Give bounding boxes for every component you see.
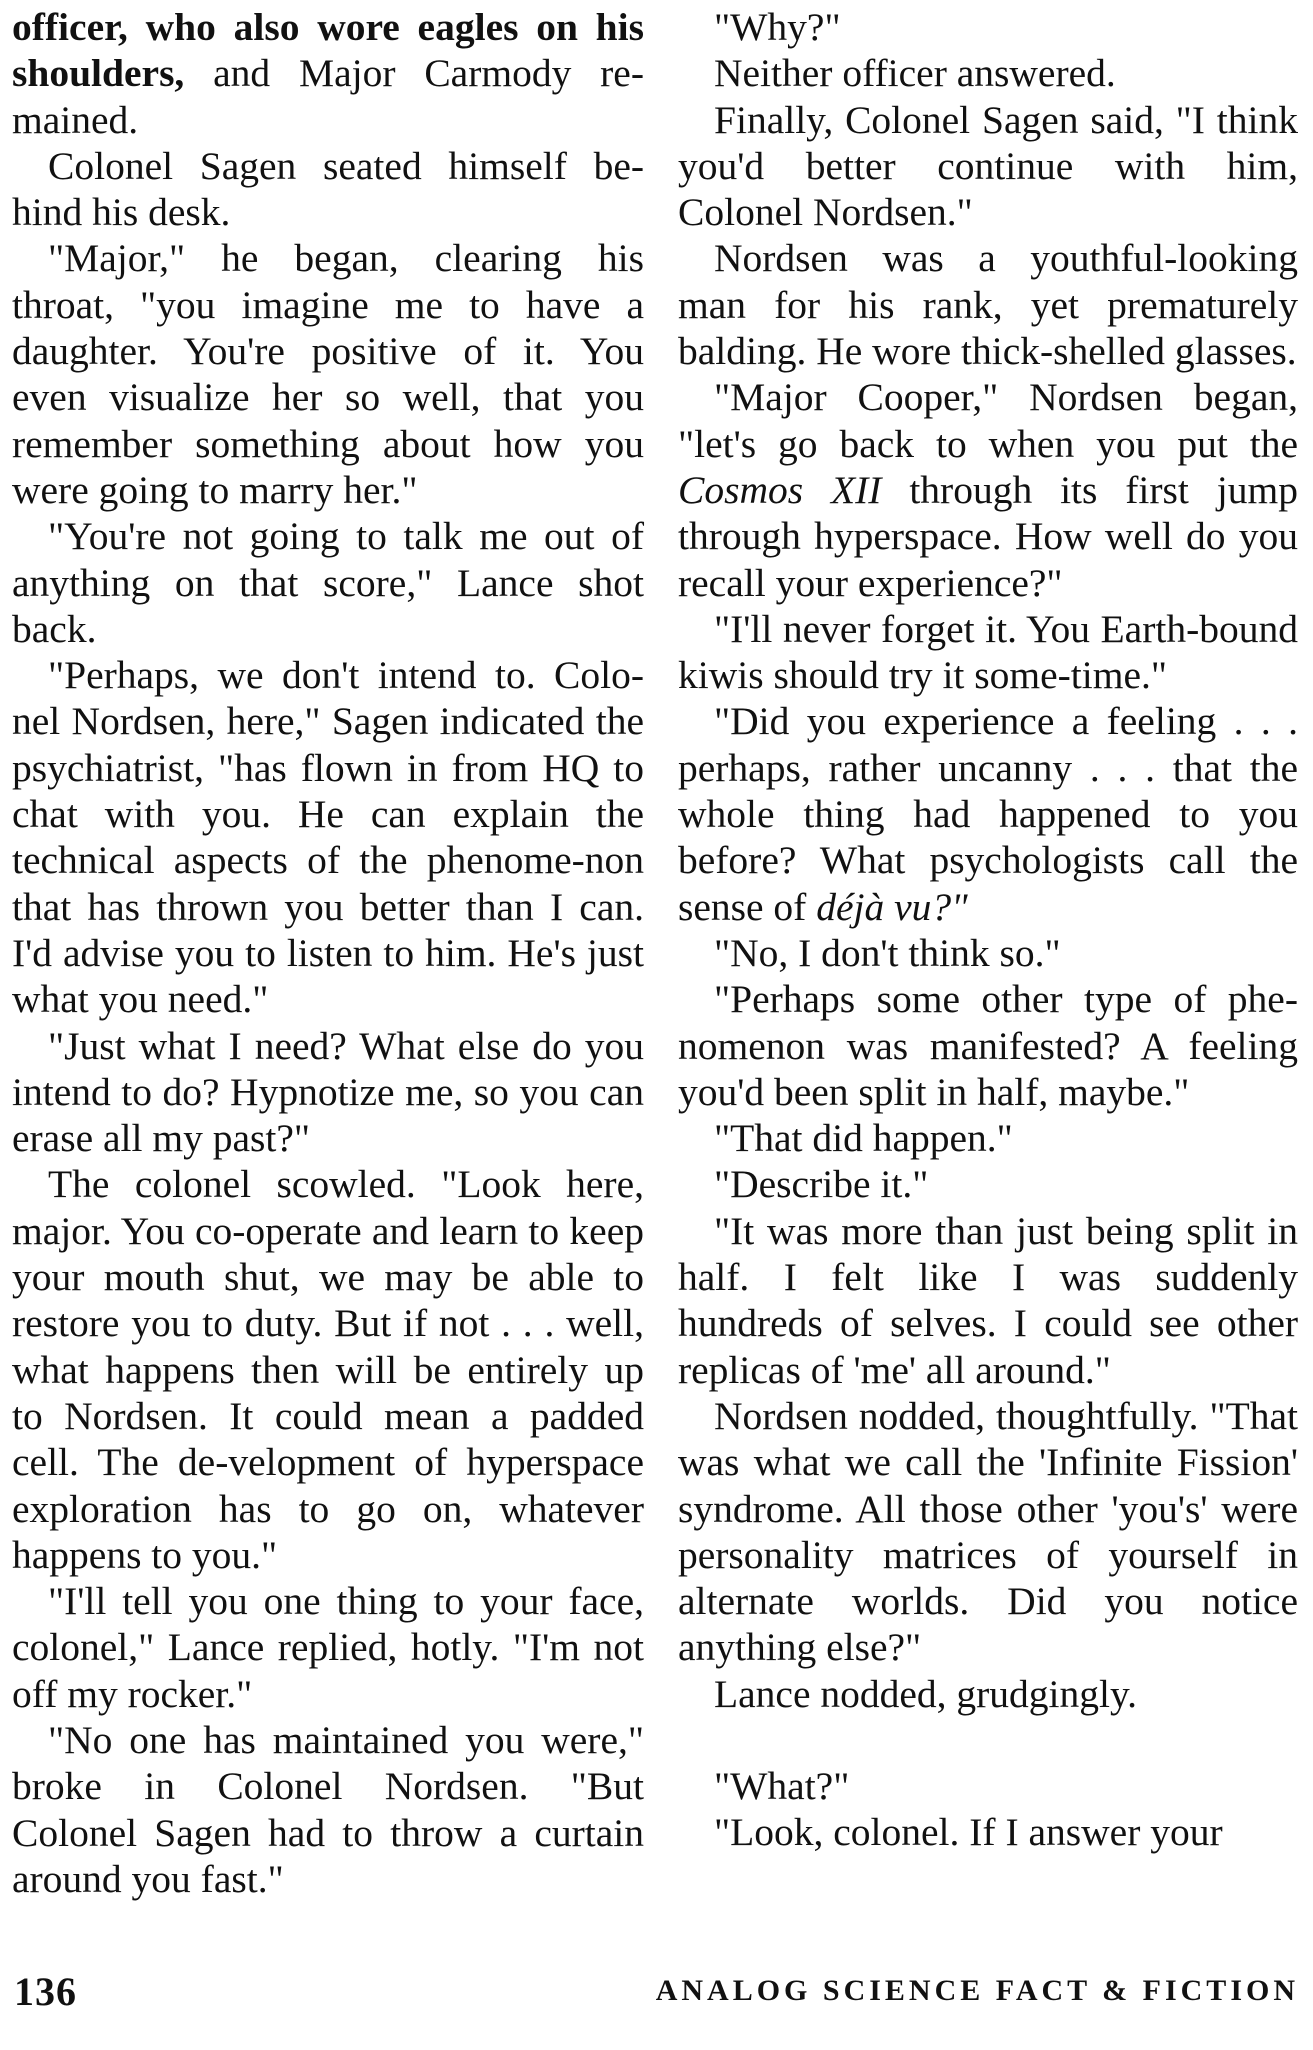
- paragraph: The colonel scowled. "Look here, major. You co-operate and learn to keep your mouth shut, we may be able to restore you to duty. But if not . . . well, what happens then will be entirely up to Nordsen. It could mean a padded cell. The de-velopment of hyperspace exploration has to go on, whatever happens to you.": [12, 1162, 644, 1577]
- paragraph: "What?": [714, 1763, 850, 1808]
- paragraph: Colonel Sagen seated himself be-hind his desk.: [12, 143, 644, 235]
- paragraph: "It was more than just being split in half. I felt like I was suddenly hundreds of selves. I could see other replicas of 'me' all around.": [678, 1208, 1298, 1392]
- italic-term: déjà vu?": [816, 884, 968, 929]
- paragraph: "Perhaps, we don't intend to. Colo-nel Nordsen, here," Sagen indicated the psychiatrist, "has flown in from HQ to chat with you. He can explain the technical aspects of the phenome-non that has thrown you better than I can. I'd advise you to listen to him. He's just what you need.": [12, 653, 644, 1022]
- paragraph: "Describe it.": [714, 1162, 929, 1207]
- paragraph: "No one has maintained you were," broke in Colonel Nordsen. "But Colonel Sagen had to throw a curtain around you fast.": [12, 1717, 644, 1901]
- paragraph: "I'll tell you one thing to your face, colonel," Lance replied, hotly. "I'm not off my rocker.": [12, 1579, 644, 1716]
- paragraph: [678, 698, 1298, 929]
- paragraph: Lance nodded, grudgingly.: [714, 1671, 1138, 1716]
- right-column: [678, 4, 1298, 1856]
- paragraph: Finally, Colonel Sagen said, "I think you'd better continue with him, Colonel Nordsen.": [678, 97, 1298, 235]
- paragraph-text: "Major Cooper," Nordsen began, "let's go back to when you put the: [678, 375, 1298, 466]
- left-column: [12, 4, 644, 1902]
- paragraph: [678, 374, 1298, 605]
- paragraph-text: and Major Carmody re-mained.: [12, 51, 644, 142]
- bold-lead-text: officer, who also wore eagles on his shoulders,: [12, 5, 644, 96]
- paragraph: Neither officer answered.: [714, 51, 1116, 96]
- paragraph: "Just what I need? What else do you intend to do? Hypnotize me, so you can erase all my past?": [12, 1023, 644, 1161]
- paragraph: "I'll never forget it. You Earth-bound kiwis should try it some-time.": [678, 606, 1298, 698]
- paragraph: [12, 4, 644, 143]
- running-head: ANALOG SCIENCE FACT & FICTION: [655, 1974, 1299, 2007]
- paragraph: "Major," he began, clearing his throat, "you imagine me to have a daughter. You're positive of it. You even visualize her so well, that you remember something about how you were going to marry her.": [12, 236, 644, 512]
- page-footer: [14, 1968, 1299, 2028]
- paragraph-text: "Did you experience a feeling . . . perhaps, rather uncanny . . . that the whole thing had happened to you before? What psychologists call the sense of: [678, 699, 1298, 929]
- paragraph: "That did happen.": [714, 1116, 1013, 1161]
- paragraph: Nordsen nodded, thoughtfully. "That was what we call the 'Infinite Fission' syndrome. All those other 'you's' were personality matrices of yourself in alternate worlds. Did you notice anything else?": [678, 1393, 1298, 1670]
- paragraph: Nordsen was a youthful-looking man for his rank, yet prematurely balding. He wore thick-shelled glasses.: [678, 236, 1298, 374]
- paragraph: "No, I don't think so.": [714, 930, 1061, 975]
- paragraph: "Why?": [714, 5, 841, 49]
- paragraph: "You're not going to talk me out of anything on that score," Lance shot back.: [12, 514, 644, 651]
- paragraph: "Perhaps some other type of phe-nomenon was manifested? A feeling you'd been split in half, maybe.": [678, 977, 1298, 1114]
- ship-name: Cosmos XII: [678, 467, 882, 512]
- paragraph-text: through its first jump through hyperspace. How well do you recall your experience?": [678, 467, 1298, 605]
- paragraph: "Look, colonel. If I answer your: [714, 1810, 1223, 1855]
- page-number: 136: [14, 1969, 77, 2014]
